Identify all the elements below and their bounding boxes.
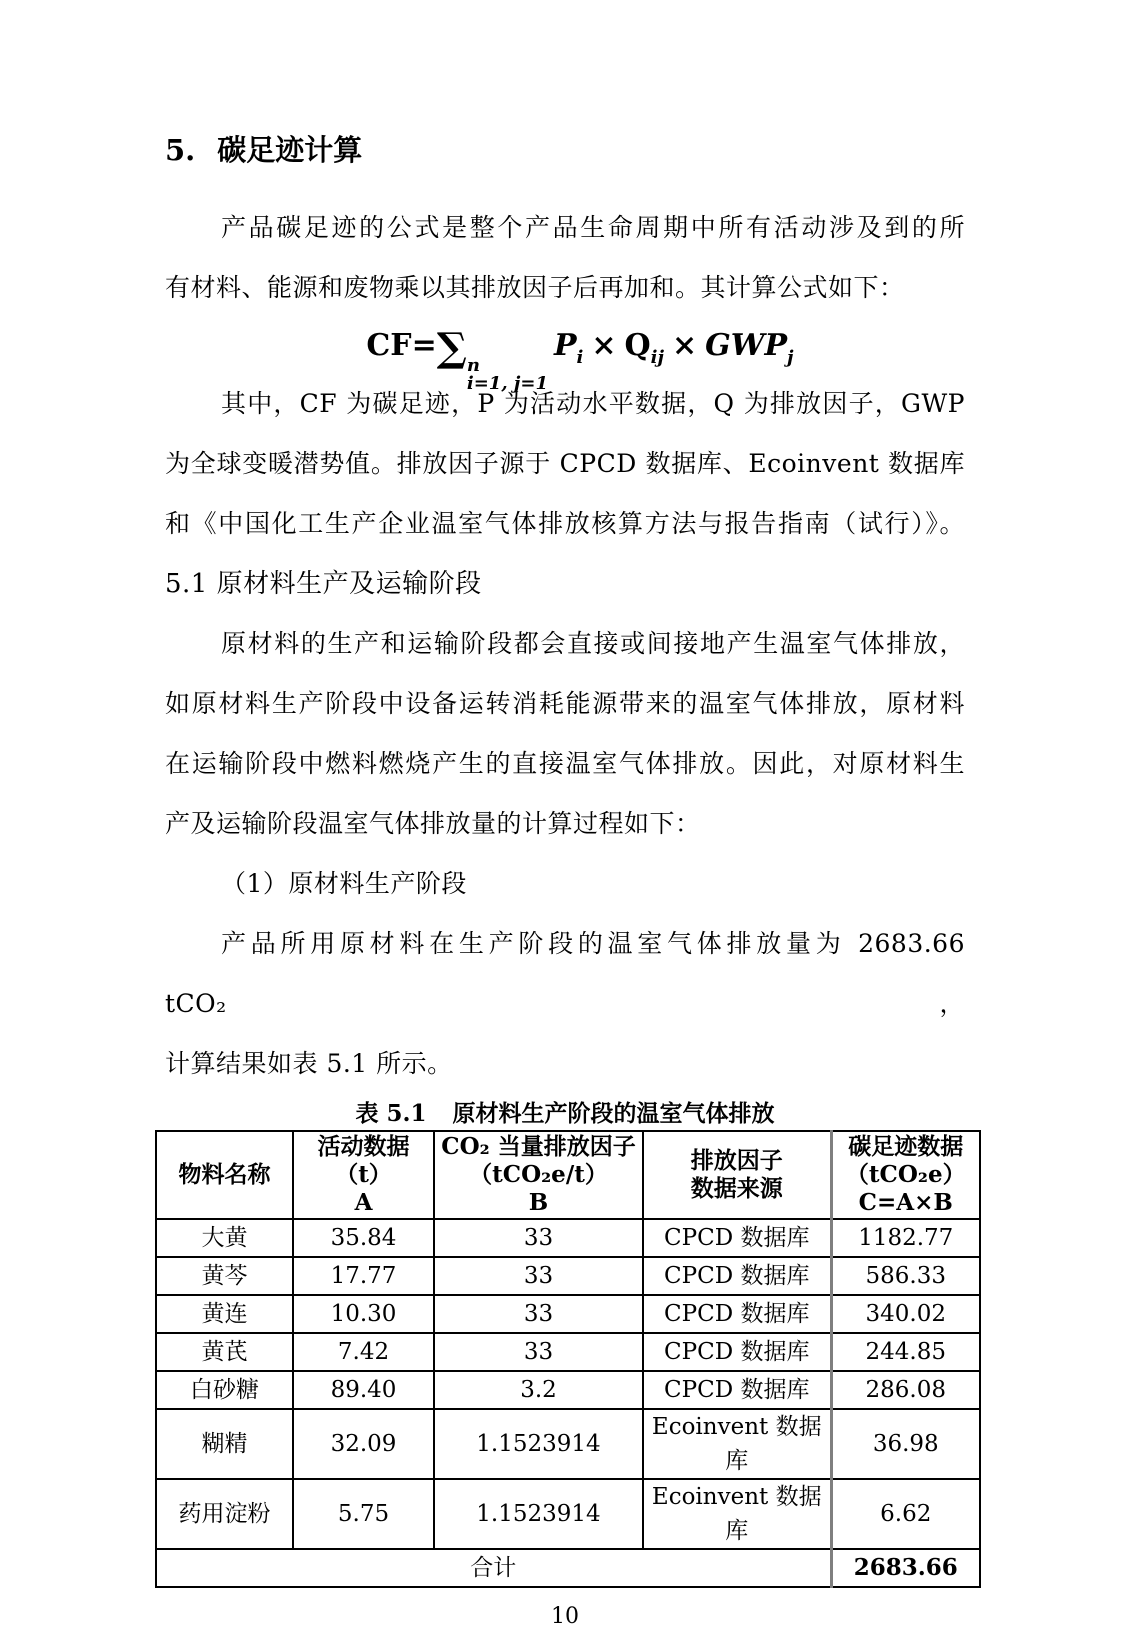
data-source-cell: CPCD 数据库 (643, 1219, 831, 1257)
carbon-footprint-cell: 340.02 (831, 1295, 980, 1333)
header-line: B (528, 1189, 549, 1216)
table-header-row (156, 1131, 980, 1219)
activity-data-cell: 10.30 (293, 1295, 434, 1333)
data-source-cell: CPCD 数据库 (643, 1371, 831, 1409)
table-row (156, 1295, 980, 1333)
sigma-symbol: ∑ (436, 324, 467, 371)
material-name-cell: 药用淀粉 (156, 1479, 293, 1549)
header-line: （tCO₂e/t） (469, 1161, 608, 1188)
data-source-cell: CPCD 数据库 (643, 1295, 831, 1333)
carbon-footprint-cell: 1182.77 (831, 1219, 980, 1257)
header-line: A (354, 1189, 373, 1216)
carbon-footprint-cell: 244.85 (831, 1333, 980, 1371)
paragraph-intro (165, 198, 965, 318)
carbon-footprint-cell: 6.62 (831, 1479, 980, 1549)
emissions-table-wrap (155, 1130, 965, 1588)
material-name-cell: 糊精 (156, 1409, 293, 1479)
paragraph-line: 产及运输阶段温室气体排放量的计算过程如下： (165, 809, 701, 838)
page-number: 10 (551, 1604, 579, 1629)
carbon-footprint-cell: 286.08 (831, 1371, 980, 1409)
header-cell-data-source (643, 1131, 831, 1219)
formula-term-gwp-subscript: j (787, 347, 794, 368)
activity-data-cell: 35.84 (293, 1219, 434, 1257)
table-total-row (156, 1549, 980, 1587)
paragraph-line: 和《中国化工生产企业温室气体排放核算方法与报告指南（试行）》。 (165, 509, 965, 538)
paragraph-line: 在运输阶段中燃料燃烧产生的直接温室气体排放。因此，对原材料生 (165, 749, 965, 778)
formula-term-p: P (553, 328, 577, 363)
table-row (156, 1257, 980, 1295)
paragraph-line: 原材料的生产和运输阶段都会直接或间接地产生温室气体排放， (221, 629, 965, 658)
paragraph-line: 其中，CF 为碳足迹，P 为活动水平数据，Q 为排放因子，GWP (221, 389, 965, 418)
header-cell-activity-data (293, 1131, 434, 1219)
header-line: 排放因子 (690, 1147, 783, 1174)
emissions-table (155, 1130, 981, 1588)
paragraph-line: 为全球变暖潜势值。排放因子源于 CPCD 数据库、Ecoinvent 数据库 (165, 449, 965, 478)
table-row (156, 1479, 980, 1549)
chapter-heading (165, 132, 965, 168)
table-row (156, 1219, 980, 1257)
sigma-upper-limit: n (466, 355, 480, 376)
activity-data-cell: 89.40 (293, 1371, 434, 1409)
header-line: 活动数据 (317, 1133, 410, 1160)
activity-data-cell: 32.09 (293, 1409, 434, 1479)
multiply-sign: × (591, 328, 617, 363)
table-row (156, 1371, 980, 1409)
total-value-cell: 2683.66 (831, 1549, 980, 1587)
emission-factor-cell: 3.2 (434, 1371, 643, 1409)
list-item-production-stage: （1）原材料生产阶段 (221, 869, 467, 898)
header-cell-carbon-footprint (831, 1131, 980, 1219)
header-cell-emission-factor (434, 1131, 643, 1219)
paragraph-definitions (165, 374, 965, 554)
paragraph-line: 有材料、能源和废物乘以其排放因子后再加和。其计算公式如下： (165, 273, 905, 302)
emission-factor-cell: 1.1523914 (434, 1409, 643, 1479)
table-row (156, 1409, 980, 1479)
material-name-cell: 黄连 (156, 1295, 293, 1333)
header-line: CO₂ 当量排放因子 (441, 1133, 636, 1160)
paragraph-line: 如原材料生产阶段中设备运转消耗能源带来的温室气体排放，原材料 (165, 689, 965, 718)
header-line: 碳足迹数据 (848, 1133, 964, 1160)
data-source-cell: Ecoinvent 数据库 (643, 1409, 831, 1479)
paragraph-result (165, 914, 965, 1094)
section-number: 5.1 (165, 569, 208, 599)
table-caption-title: 原材料生产阶段的温室气体排放 (452, 1100, 775, 1127)
multiply-sign: × (672, 328, 698, 363)
emission-factor-cell: 33 (434, 1257, 643, 1295)
formula-term-p-subscript: i (576, 347, 584, 368)
header-cell-material-name: 物料名称 (156, 1131, 293, 1219)
section-title: 原材料生产及运输阶段 (216, 569, 482, 599)
data-source-cell: CPCD 数据库 (643, 1257, 831, 1295)
formula-equals: = (411, 328, 437, 363)
formula-term-q-subscript: ij (650, 347, 665, 368)
header-line: （tCO₂e） (845, 1161, 966, 1188)
material-name-cell: 黄芪 (156, 1333, 293, 1371)
carbon-footprint-cell: 586.33 (831, 1257, 980, 1295)
header-line: 数据来源 (690, 1175, 783, 1202)
formula-term-gwp: GWP (705, 328, 788, 363)
carbon-footprint-formula (165, 318, 965, 394)
chapter-number: 5. (165, 133, 196, 167)
header-line: （t） (335, 1161, 392, 1188)
total-label-cell: 合计 (156, 1549, 831, 1587)
paragraph-line: 产品碳足迹的公式是整个产品生命周期中所有活动涉及到的所 (221, 213, 965, 242)
carbon-footprint-cell: 36.98 (831, 1409, 980, 1479)
formula-term-q: Q (624, 328, 651, 363)
emission-factor-cell: 33 (434, 1219, 643, 1257)
formula-lhs: CF (366, 328, 412, 363)
header-line: C=A×B (858, 1189, 953, 1216)
table-caption-label: 表 5.1 (355, 1100, 427, 1127)
data-source-cell: Ecoinvent 数据库 (643, 1479, 831, 1549)
activity-data-cell: 17.77 (293, 1257, 434, 1295)
paragraph-line: 计算结果如表 5.1 所示。 (165, 1049, 453, 1078)
chapter-title: 碳足迹计算 (217, 133, 363, 167)
table-row (156, 1333, 980, 1371)
material-name-cell: 大黄 (156, 1219, 293, 1257)
table-caption (165, 1098, 965, 1130)
sigma-lower-limit: i=1, j=1 (466, 373, 548, 394)
activity-data-cell: 7.42 (293, 1333, 434, 1371)
paragraph-line: 产品所用原材料在生产阶段的温室气体排放量为 2683.66 tCO₂， (165, 929, 965, 1018)
material-name-cell: 白砂糖 (156, 1371, 293, 1409)
section-heading (165, 554, 965, 614)
activity-data-cell: 5.75 (293, 1479, 434, 1549)
paragraph-stage-description (165, 614, 965, 854)
emission-factor-cell: 33 (434, 1295, 643, 1333)
emission-factor-cell: 1.1523914 (434, 1479, 643, 1549)
data-source-cell: CPCD 数据库 (643, 1333, 831, 1371)
material-name-cell: 黄芩 (156, 1257, 293, 1295)
emission-factor-cell: 33 (434, 1333, 643, 1371)
